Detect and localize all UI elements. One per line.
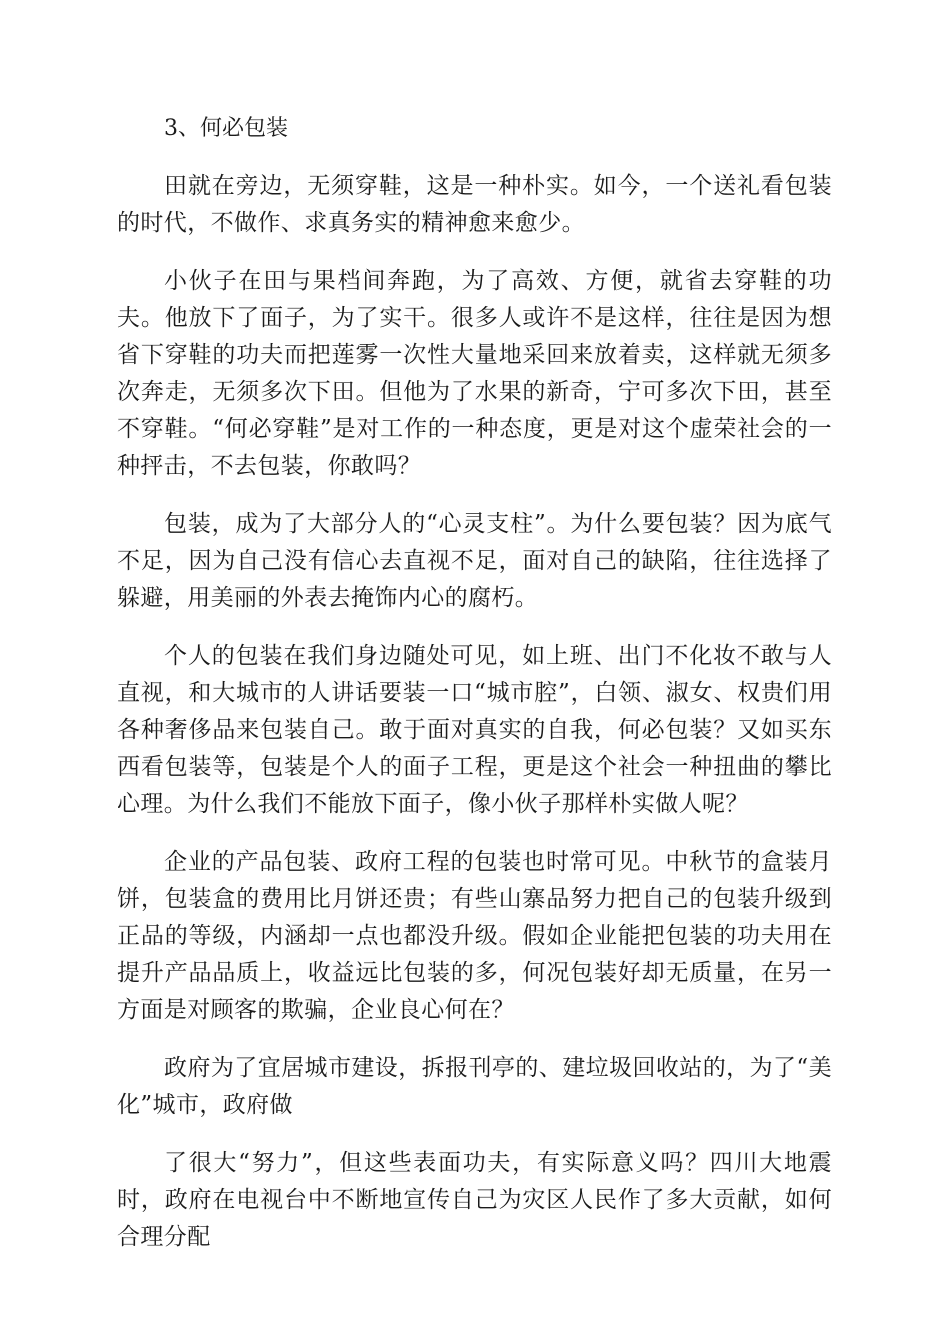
document-body: [117, 112, 832, 1277]
paragraph-3: 包装，成为了大部分人的“心灵支柱”。为什么要包装？因为底气不足，因为自己没有信心去直视不足，面对自己的缺陷，往往选择了躲避，用美丽的外表去掩饰内心的腐朽。: [117, 511, 832, 611]
paragraph-5: 企业的产品包装、政府工程的包装也时常可见。中秋节的盒装月饼，包装盒的费用比月饼还贵；有些山寨品努力把自己的包装升级到正品的等级，内涵却一点也都没升级。假如企业能把包装的功夫用在提升产品品质上，收益远比包装的多，何况包装好却无质量，在另一方面是对顾客的欺骗，企业良心何在？: [117, 849, 832, 1023]
paragraph-1: 田就在旁边，无须穿鞋，这是一种朴实。如今，一个送礼看包装的时代，不做作、求真务实的精神愈来愈少。: [117, 173, 832, 236]
paragraph-2: 小伙子在田与果档间奔跑，为了高效、方便，就省去穿鞋的功夫。他放下了面子，为了实干。很多人或许不是这样，往往是因为想省下穿鞋的功夫而把莲雾一次性大量地采回来放着卖，这样就无须多次奔走，无须多次下田。但他为了水果的新奇，宁可多次下田，甚至不穿鞋。“何必穿鞋”是对工作的一种态度，更是对这个虚荣社会的一种抨击，不去包装，你敢吗？: [117, 268, 832, 479]
paragraph-4: 个人的包装在我们身边随处可见，如上班、出门不化妆不敢与人直视，和大城市的人讲话要装一口“城市腔”，白领、淑女、权贵们用各种奢侈品来包装自己。敢于面对真实的自我，何必包装？又如买东西看包装等，包装是个人的面子工程，更是这个社会一种扭曲的攀比心理。为什么我们不能放下面子，像小伙子那样朴实做人呢？: [117, 643, 832, 817]
paragraph-7: 了很大“努力”，但这些表面功夫，有实际意义吗？四川大地震时，政府在电视台中不断地宣传自己为灾区人民作了多大贡献，如何合理分配: [117, 1150, 832, 1250]
paragraph-6: 政府为了宜居城市建设，拆报刊亭的、建垃圾回收站的，为了“美化”城市，政府做: [117, 1055, 832, 1118]
section-heading: 3、何必包装: [164, 116, 288, 141]
